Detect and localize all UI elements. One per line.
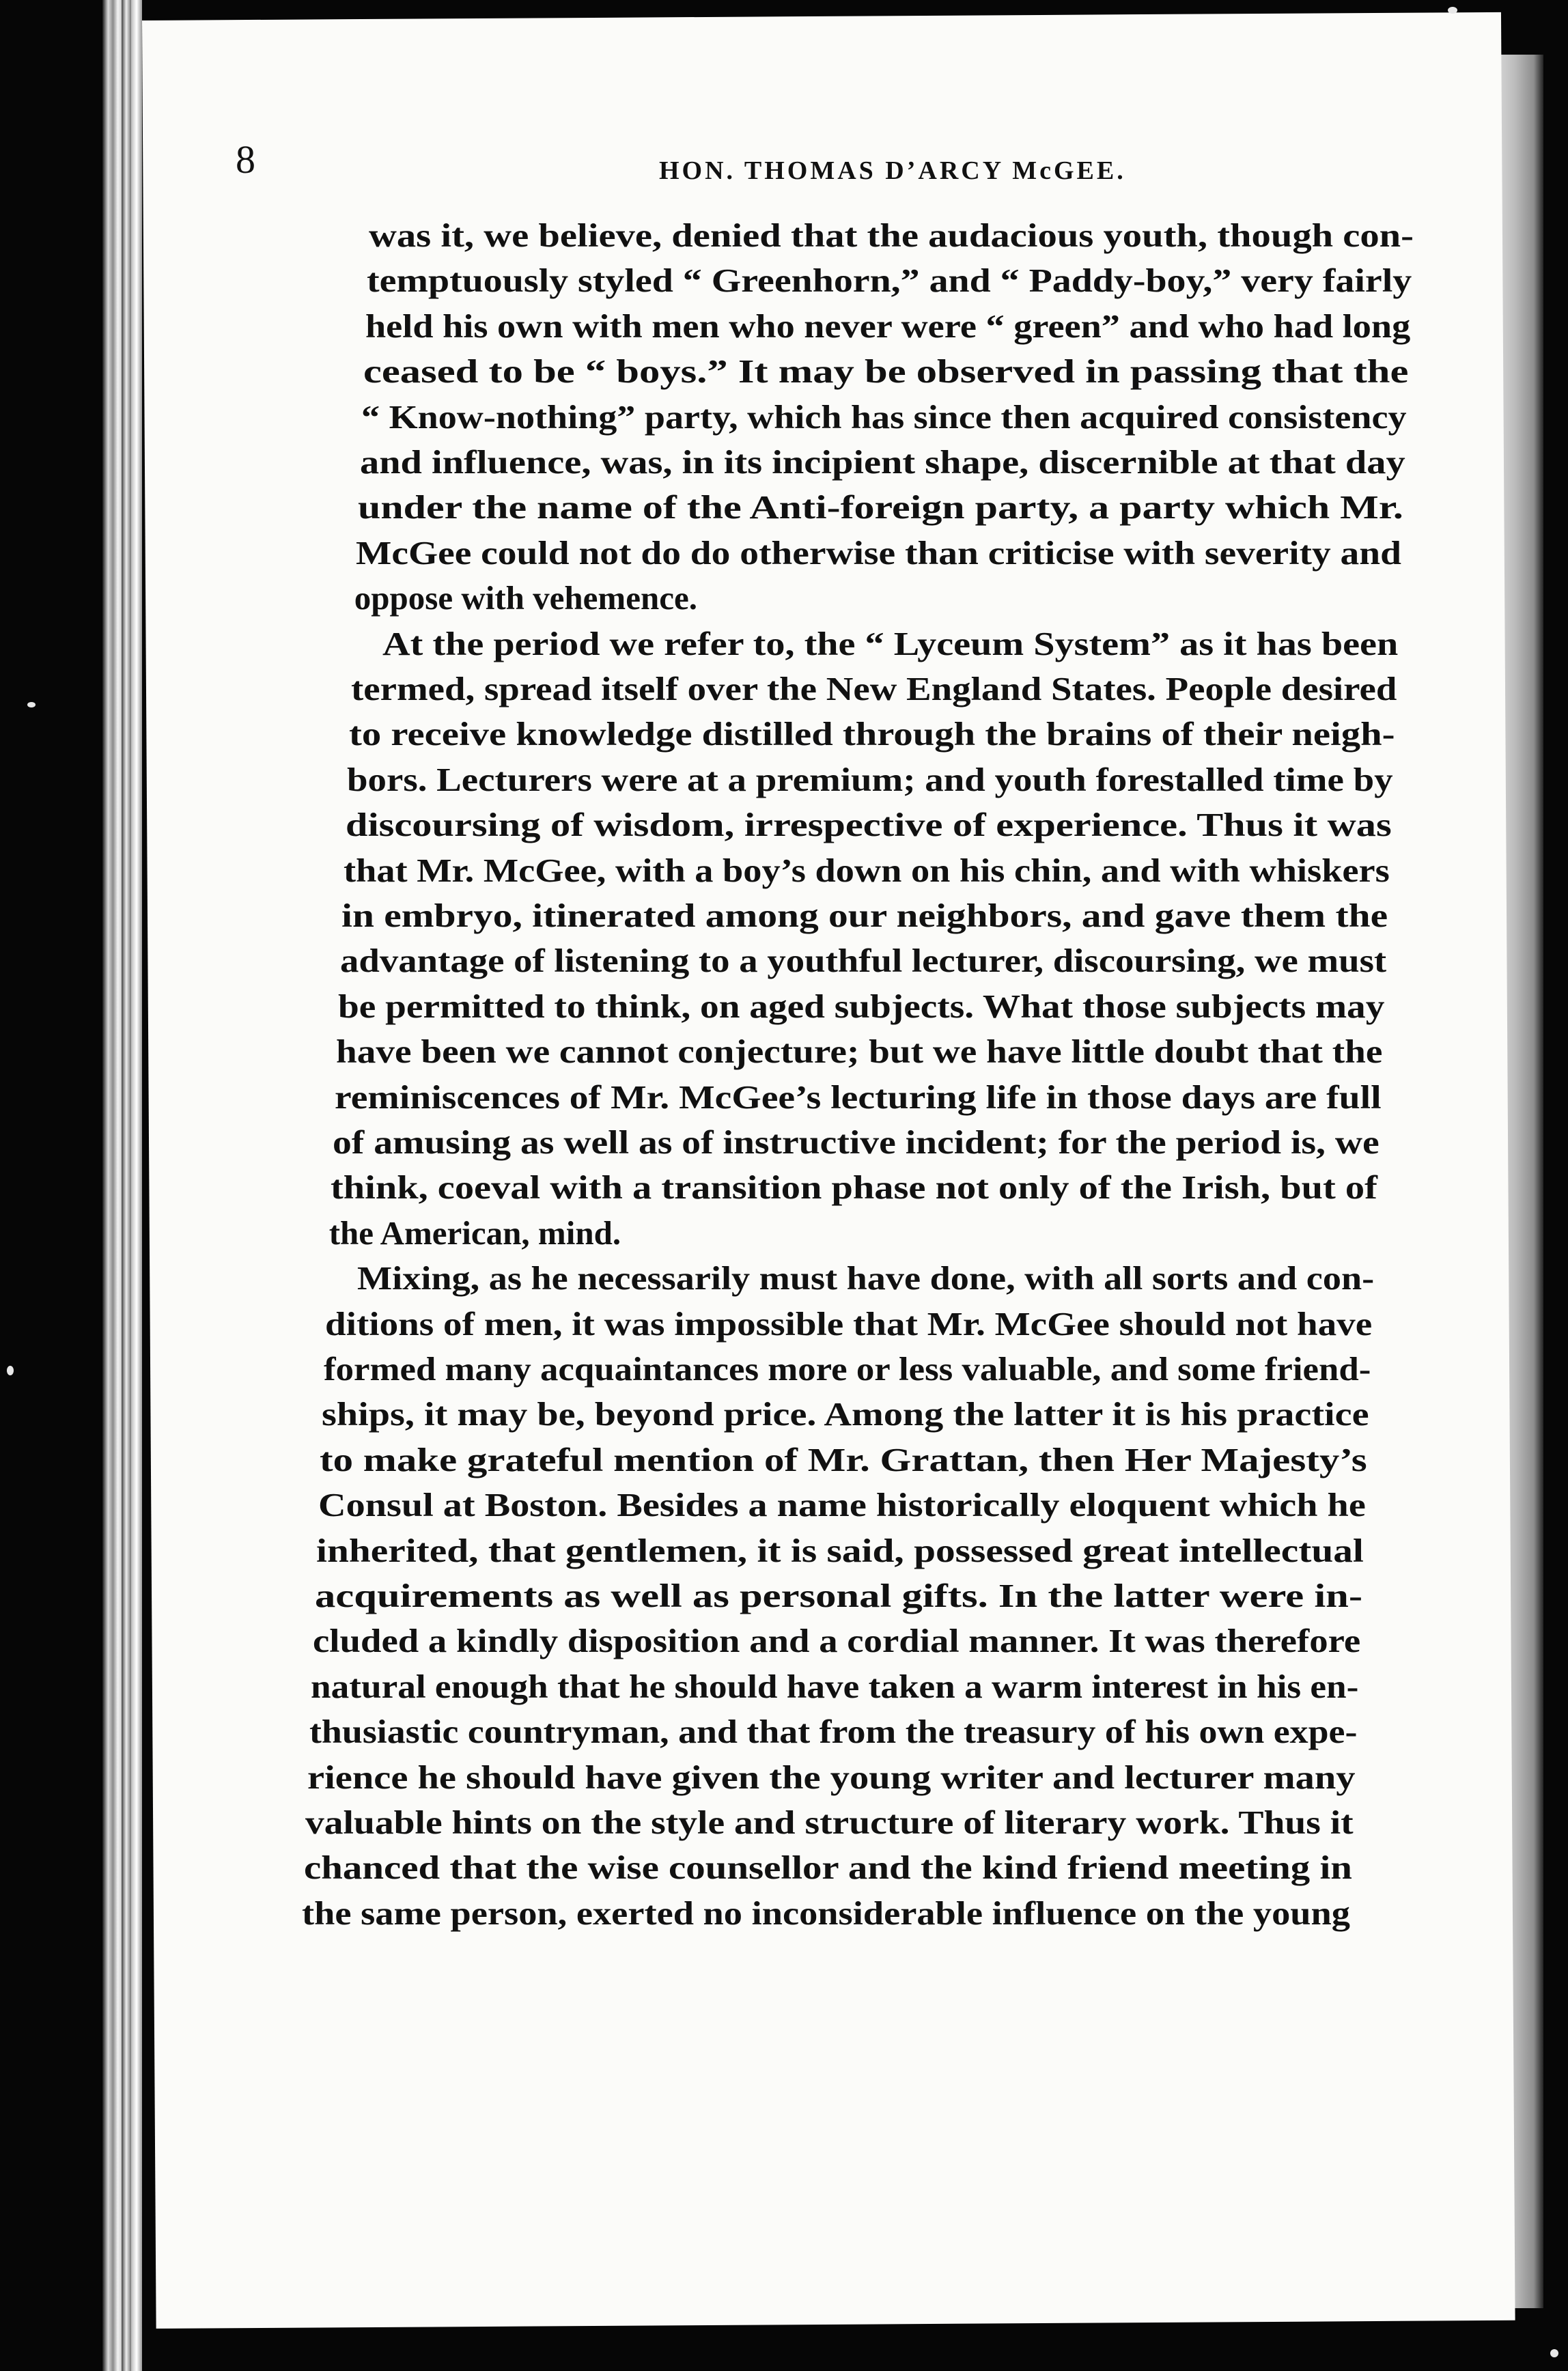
text-line: under the name of the Anti-foreign party, a party which Mr. bbox=[358, 488, 1403, 527]
text-line: termed, spread itself over the New England States. People desired bbox=[350, 670, 1397, 707]
scan-speck bbox=[1448, 7, 1457, 14]
text-line: discoursing of wisdom, irrespective of experience. Thus it was bbox=[345, 806, 1392, 844]
text-line: to receive knowledge distilled through the brains of their neigh- bbox=[348, 715, 1395, 753]
page-number: 8 bbox=[236, 137, 255, 182]
text-line: ships, it may be, beyond price. Among the latter it is his practice bbox=[322, 1395, 1369, 1433]
text-line: formed many acquaintances more or less valuable, and some friend- bbox=[323, 1350, 1371, 1388]
text-line: rience he should have given the young writer and lecturer many bbox=[307, 1758, 1356, 1796]
text-line: ceased to be “ boys.” It may be observed in passing that the bbox=[363, 352, 1409, 391]
text-line: “ Know-nothing” party, which has since then acquired consistency bbox=[361, 397, 1407, 436]
text-line: the American, mind. bbox=[328, 1213, 621, 1252]
text-line: acquirements as well as personal gifts. In the latter were in- bbox=[314, 1577, 1362, 1614]
text-line: to make grateful mention of Mr. Grattan, then Her Majesty’s bbox=[320, 1440, 1368, 1478]
scan-speck bbox=[7, 1366, 14, 1375]
text-line: natural enough that he should have taken a warm interest in his en- bbox=[311, 1667, 1359, 1705]
text-line: valuable hints on the style and structure of literary work. Thus it bbox=[305, 1804, 1354, 1841]
text-line: have been we cannot conjecture; but we have little doubt that the bbox=[336, 1033, 1383, 1071]
binding-edge bbox=[122, 0, 131, 2371]
text-line: reminiscences of Mr. McGee’s lecturing life in those days are full bbox=[334, 1078, 1382, 1116]
text-line: ditions of men, it was impossible that Mr. McGee should not have bbox=[325, 1304, 1373, 1343]
text-line: At the period we refer to, the “ Lyceum System” as it has been bbox=[382, 624, 1399, 662]
running-head: HON. THOMAS D’ARCY McGEE. bbox=[659, 156, 1126, 185]
text-line: and influence, was, in its incipient shape, discernible at that day bbox=[359, 443, 1405, 481]
text-line: Consul at Boston. Besides a name historically eloquent which he bbox=[318, 1486, 1366, 1524]
text-line: of amusing as well as of instructive incident; for the period is, we bbox=[333, 1123, 1380, 1161]
text-line: thusiastic countryman, and that from the treasury of his own expe- bbox=[309, 1713, 1357, 1751]
scan-speck bbox=[27, 702, 36, 707]
binding-edge bbox=[102, 0, 122, 2371]
text-line: the same person, exerted no inconsiderable influence on the young bbox=[302, 1894, 1350, 1932]
text-line: in embryo, itinerated among our neighbors, and gave them the bbox=[341, 897, 1388, 934]
scan-speck bbox=[1550, 2349, 1558, 2357]
text-line: held his own with men who never were “ green” and who had long bbox=[365, 307, 1410, 345]
text-line: advantage of listening to a youthful lecturer, discoursing, we must bbox=[339, 942, 1386, 980]
text-line: temptuously styled “ Greenhorn,” and “ Paddy-boy,” very fairly bbox=[367, 262, 1412, 300]
text-line: bors. Lecturers were at a premium; and youth forestalled time by bbox=[347, 760, 1393, 798]
text-line: was it, we believe, denied that the audacious youth, though con- bbox=[369, 216, 1414, 254]
text-line: inherited, that gentlemen, it is said, possessed great intellectual bbox=[316, 1531, 1364, 1569]
page-header bbox=[236, 137, 1397, 191]
text-line: oppose with vehemence. bbox=[354, 579, 697, 617]
text-line: cluded a kindly disposition and a cordial manner. It was therefore bbox=[312, 1622, 1361, 1660]
text-line: McGee could not do do otherwise than criticise with severity and bbox=[356, 533, 1402, 572]
text-line: be permitted to think, on aged subjects. What those subjects may bbox=[337, 987, 1385, 1025]
binding-edge bbox=[131, 0, 142, 2371]
text-line: Mixing, as he necessarily must have done, with all sorts and con- bbox=[357, 1259, 1375, 1297]
text-line: chanced that the wise counsellor and the kind friend meeting in bbox=[303, 1849, 1352, 1887]
text-line: that Mr. McGee, with a boy’s down on his chin, and with whiskers bbox=[343, 851, 1390, 889]
text-line: think, coeval with a transition phase not only of the Irish, but of bbox=[331, 1168, 1378, 1207]
